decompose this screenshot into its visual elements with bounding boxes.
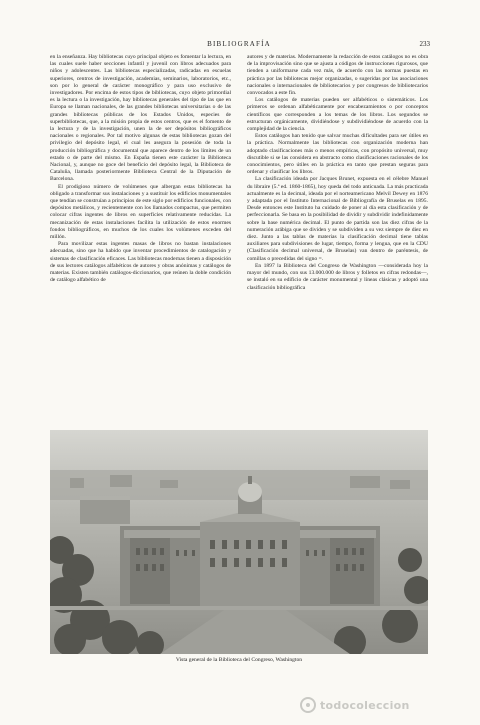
left-column <box>50 54 231 424</box>
paragraph: En 1897 la Biblioteca del Congreso de Washington —considerada hoy la mayor del mundo, con sus 13.000.000 de libros y folletos en cifras redondas—, se instaló en su edificio de carácter monumental y líneas clásicas y adoptó una clasificación bibliográfica <box>247 262 428 291</box>
paragraph: El prodigioso número de volúmenes que albergan estas bibliotecas ha obligado a transformar sus instalaciones y a sustituir los edificios monumentales que tendían se construían a principios de este siglo por edificios funcionales, con depósitos metálicos, y recientemente con los llamados compactus, que permiten colocar cifras ingentes de libros en superficies relativamente reducidas. La mecanización de estas instalaciones facilita la utilización de estos enormes fondos bibliográficos, en muchos de los cuales los volúmenes exceden del millón. <box>50 183 231 241</box>
library-of-congress-photo <box>50 430 428 654</box>
watermark <box>300 696 470 714</box>
figure-caption: Vista general de la Biblioteca del Congreso, Washington <box>175 657 303 663</box>
paragraph: autores y de materias. Modernamente la redacción de estos catálogos no es obra de la improvisación sino que se ajusta a códigos de instrucciones rigurosos, que tienden a uniformarse cada vez más, de acuerdo con las normas puestas en práctica por las bibliotecas mejor organizadas, o sugeridas por las asociaciones nacionales o internacionales de bibliotecarios y por congresos de bibliotecarios convocados a este fin. <box>247 54 428 97</box>
text-columns <box>50 54 428 424</box>
page-number: 233 <box>419 40 430 48</box>
running-head <box>48 40 430 52</box>
paragraph: Para movilizar estas ingentes masas de libros no bastan instalaciones adecuadas, sino que ha habido que inventar procedimientos de catalogación y sistemas de clasificación eficaces. Las bibliotecas modernas tienen a disposición de sus lectores catálogos alfabéticos de autores y obras anónimas y catálogos de materias. Existen también catálogos-diccionarios, que reúnen la doble condición de catálogo alfabético de <box>50 241 231 284</box>
watermark-text: todocoleccion <box>320 698 410 712</box>
paragraph: en la enseñanza. Hay bibliotecas cuyo principal objeto es fomentar la lectura, en las cuales suele haber secciones infantil y juvenil con libros adecuados para niños y adolescentes. Las bibliotecas especializadas, radicadas en escuelas superiores, centros de investigación, academias, seminarios, laboratorios, etc., son por lo general de carácter monográfico y para uso exclusivo de investigadores. Por encima de estos tipos de bibliotecas, cuyo objeto primordial es la lectura o la investigación, hay bibliotecas generales del tipo de las que en Europa se llaman nacionales, de las grandes bibliotecas universitarias o de las grandes bibliotecas públicas de los Estados Unidos, especies de superbibliotecas, que, a la misión propia de estos centros, que es el fomento de la lectura y de la investigación, unen la de ser depósitos bibliográficos nacionales o regionales. Por tal motivo algunas de estas bibliotecas gozan del privilegio del depósito legal, el cual les asegura la posesión de toda la producción bibliográfica y documental que aparece dentro de los límites de un estado o de parte del mismo. En España tienen este carácter la Biblioteca Nacional, y, aunque no goce del beneficio del depósito legal, la Biblioteca de Cataluña, llamada posteriormente Biblioteca Central de la Diputación de Barcelona. <box>50 54 231 183</box>
right-column <box>247 54 428 424</box>
paragraph: Estos catálogos han tenido que salvar muchas dificultades para ser útiles en la práctica. Normalmente las bibliotecas con organización moderna han adoptado clasificaciones más o menos empíricas, con propósito universal, muy discutible si se las considera en abstracto como clasificaciones racionales de los conocimientos, pero útiles en la práctica en tanto que prestan seguras para ordenar y clasificar los libros. <box>247 133 428 176</box>
paragraph: Los catálogos de materias pueden ser alfabéticos o sistemáticos. Los primeros se ordenan alfabéticamente por encabezamientos o por conceptos científicos que corresponden a los temas de los libros. Los segundos se estructuran orgánicamente, dividiéndose y subdividiéndose de acuerdo con la complejidad de la ciencia. <box>247 97 428 133</box>
todocoleccion-logo-icon <box>300 697 316 713</box>
paragraph: La clasificación ideada por Jacques Brunet, expuesta en el célebre Manuel du libraire (5.ª ed. 1860-1865), hoy queda del todo anticuada. La más practicada actualmente es la decimal, ideada por el norteamericano Melvil Dewey en 1876 y adaptada por el Instituto Internacional de Bibliografía de Bruselas en 1895. Desde entonces este Instituto ha cuidado de poner al día esta clasificación y de perfeccionarla. Se basa en la posibilidad de dividir y subdividir indefinidamente sobre la base numérica decimal. El punto de partida son las diez cifras de la numeración arábiga que se dividen y se subdividen a su vez siempre de diez en diez. Junto a las tablas de materias la clasificación decimal tiene tablas auxiliares para subdivisiones de lugar, tiempo, forma y lengua, que en la CDU (Clasificación decimal universal, de Bruselas) van dentro de paréntesis, de comillas o precedidas del signo =. <box>247 176 428 262</box>
aerial-view-illustration <box>50 430 428 654</box>
running-title: BIBLIOGRAFÍA <box>207 40 271 48</box>
